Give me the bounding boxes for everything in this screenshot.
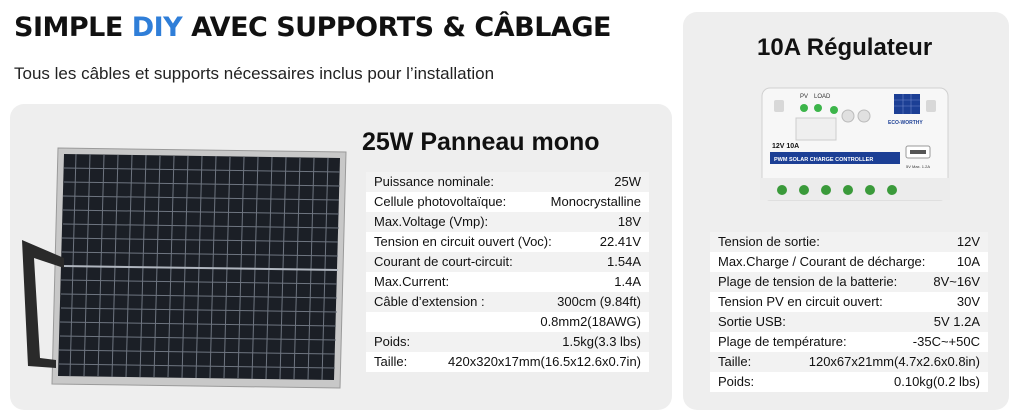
spec-label: Max.Charge / Courant de décharge: (718, 254, 926, 269)
spec-value: 0.8mm2(18AWG) (540, 314, 641, 329)
spec-value: 12V (956, 234, 980, 249)
regulator-title: 10A Régulateur (757, 34, 933, 61)
spec-label: Câble d’extension : (374, 294, 485, 309)
usb-label: 5V Max. 1.2A (906, 164, 931, 169)
model-label: 12V 10A (772, 143, 800, 150)
spec-row (366, 312, 649, 332)
load-label: LOAD (814, 94, 831, 100)
spec-value: 0.10kg(0.2 lbs) (894, 374, 980, 389)
spec-label: Max.Current: (374, 274, 450, 289)
regulator-spec-table (710, 232, 988, 392)
spec-label: Taille: (374, 354, 408, 369)
spec-label: Max.Voltage (Vmp): (374, 214, 489, 229)
spec-value: 30V (956, 294, 980, 309)
spec-value: Monocrystalline (550, 194, 641, 209)
banner-label: PWM SOLAR CHARGE CONTROLLER (774, 157, 874, 163)
spec-row (710, 312, 988, 332)
spec-row (710, 232, 988, 252)
spec-value: 25W (614, 174, 641, 189)
spec-label: Cellule photovoltaïque: (374, 194, 507, 209)
spec-label: Sortie USB: (718, 314, 786, 329)
spec-row (366, 252, 649, 272)
spec-value: 1.5kg(3.3 lbs) (562, 334, 641, 349)
spec-value: 120x67x21mm(4.7x2.6x0.8in) (808, 354, 980, 369)
spec-row (366, 272, 649, 292)
spec-value: 1.54A (607, 254, 641, 269)
charge-controller-image (760, 86, 950, 202)
spec-value: 8V~16V (933, 274, 980, 289)
spec-row (366, 212, 649, 232)
spec-row (366, 192, 649, 212)
headline-part1: SIMPLE (14, 12, 132, 43)
spec-row (366, 232, 649, 252)
spec-label: Plage de température: (718, 334, 847, 349)
panel-title: 25W Panneau mono (362, 128, 600, 156)
spec-value: 18V (617, 214, 641, 229)
spec-row (710, 252, 988, 272)
spec-value: 1.4A (614, 274, 641, 289)
spec-label: Puissance nominale: (374, 174, 494, 189)
spec-value: 5V 1.2A (933, 314, 980, 329)
spec-label: Poids: (374, 334, 411, 349)
spec-label: Tension en circuit ouvert (Voc): (374, 234, 552, 249)
headline-part2: AVEC SUPPORTS & CÂBLAGE (182, 12, 611, 43)
spec-row (710, 292, 988, 312)
pv-label: PV (800, 94, 809, 100)
spec-row (366, 172, 649, 192)
spec-row (366, 332, 649, 352)
spec-row (366, 352, 649, 372)
spec-label: Tension de sortie: (718, 234, 820, 249)
spec-value: -35C~+50C (912, 334, 980, 349)
spec-label: Taille: (718, 354, 752, 369)
spec-row (710, 352, 988, 372)
spec-row (710, 272, 988, 292)
spec-value: 300cm (9.84ft) (557, 294, 641, 309)
brand-label: ECO-WORTHY (888, 120, 923, 126)
spec-label: Poids: (718, 374, 755, 389)
subheadline: Tous les câbles et supports nécessaires inclus pour l’installation (14, 64, 495, 83)
spec-row (366, 292, 649, 312)
spec-value: 420x320x17mm(16.5x12.6x0.7in) (448, 354, 641, 369)
solar-panel-image (16, 140, 356, 390)
headline-accent: DIY (131, 12, 183, 43)
spec-row (710, 372, 988, 392)
spec-label: Plage de tension de la batterie: (718, 274, 898, 289)
spec-value: 22.41V (599, 234, 641, 249)
spec-label: Tension PV en circuit ouvert: (718, 294, 883, 309)
panel-spec-table (366, 172, 649, 372)
headline (14, 12, 611, 43)
spec-label: Courant de court-circuit: (374, 254, 513, 269)
spec-value: 10A (956, 254, 980, 269)
spec-row (710, 332, 988, 352)
